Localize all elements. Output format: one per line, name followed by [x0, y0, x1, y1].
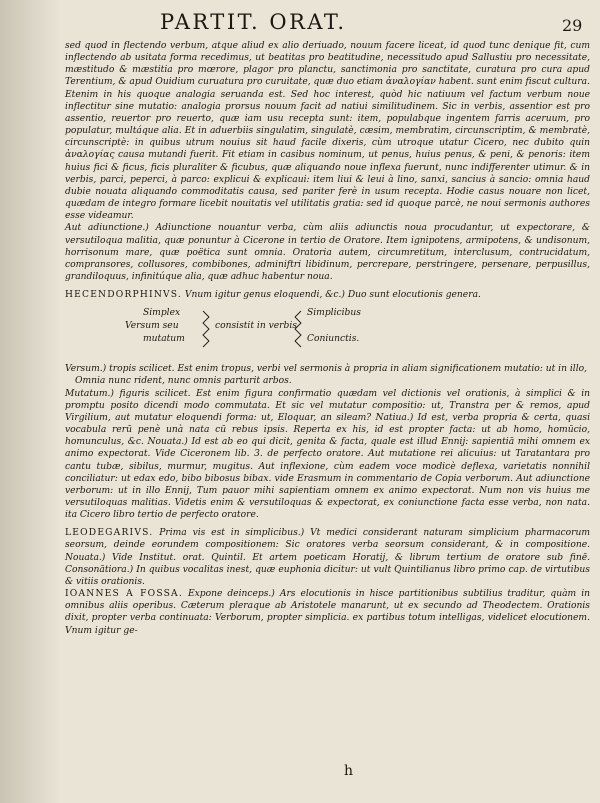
running-head: PARTIT. ORAT.: [160, 10, 347, 34]
commentary-ioannes-a-fossa: [65, 588, 590, 637]
text-body: [65, 40, 590, 637]
diagram-simplicibus: Simplicibus: [307, 308, 361, 319]
commentary-text: Expone deinceps.) Ars elocutionis in hisce partitionibus subtilius traditur, quàm in omnibus aliis operibus. Cæterum pleraque ab Aristotele manarunt, ut ex secundo ad Theodectem. Orationis dixit, propter verba continuata: Verborum, propter simplicia. ex partibus totum intelligas, videlicet elocutionem. Vnum igitur ge-: [65, 589, 590, 636]
paragraph-2: Aut adiunctione.) Adiunctione nouantur verba, cùm aliis adiunctis noua procudantur, ut expectorare, & versutiloqua malitia, quæ ponuntur à Cicerone in tertio de Oratore. Item ignipotens, armipotens, & undisonum, horrisonum mare, quæ poëtica sunt omnia. Oratoria autem, circumretitum, interclusum, contrucidatum, compransores, collusores, combibones, adminiftri libidinum, percrepare, perstringere, persenare, perpusillus, grandiloquus, infinitúque alia, quæ adhuc habentur noua.: [65, 223, 590, 282]
page-number: 29: [562, 16, 583, 35]
paragraph-versum: Versum.) tropis scilicet. Est enim tropus, verbi vel sermonis à propria in aliam significationem mutatio: ut in illo,: [65, 364, 588, 375]
commentary-text: Vnum igitur genus eloquendi, &c.) Duo sunt elocutionis genera.: [184, 290, 481, 301]
commentary-text: Prima vis est in simplicibus.) Vt medici considerant naturam simplicium pharmacorum seorsum, deinde eorundem compositionem: Sic oratores verba seorsum considerant, & in compositione. Nouata.) Vide Institut. orat. Quintil. Et artem poeticam Horatij, & librum tertium de oratore sub finē. Consonātiora.) In quibus vocalitas inest, quæ euphonia dicitur: ut vult Quintilianus libro primo cap. de virtutibus & vitiis orationis.: [65, 528, 591, 587]
speaker-name: IOANNES A FOSSA.: [65, 589, 183, 600]
diagram-simplex: Simplex: [143, 308, 181, 319]
paragraph-mutatum: Mutatum.) figuris scilicet. Est enim figura confirmatio quædam vel dictionis vel orationis, à simplici & in promptu posito dicendi modo commutata. Et sic vel mutatur compositio: ut, Transtra per & remos, apud Virgilium, aut mutatur eloquendi forma: ut, Eloquar, an sileam? Natiua.) Id est, verba propria & certa, quasi vocabula rerū penè unà nata cū rebus ipsis. Reperta ex his, id est propter facta: ut ab homo, homūcio, homunculus, &c. Nouata.) Id est ab eo qui dicit, genita & facta, quale est illud Ennij: sapientiā mihi omnem ex animo expectorat. Vide Ciceronem lib. 3. de perfecto oratore. Aut mutatione rei alicuius: ut Taratantara pro cantu tubæ, sibilus, murmur, mugitus. Aut inflexione, cùm eadem voce modicè deflexa, varietatis nonnihil conciliatur: ut edax edo, bibo bibosus bibax. vide Erasmum in commentario de Copia verborum. Aut adiunctione verborum: ut in illo Ennij, Tum pauor mihi sapientiam omnem ex animo expectorat. Num non vis huius me versutiloquas malitias. Videtis enim & versutiloquas & expectorat, ex coniunctione facta esse verba, non nata. ita Cicero libro tertio de perfecto oratore.: [65, 388, 590, 521]
signature-mark: h: [344, 763, 354, 779]
speaker-name: LEODEGARIVS.: [65, 528, 154, 539]
diagram-center: consistit in verbis: [215, 321, 297, 332]
verse-quote: Omnia nunc rident, nunc omnis parturit arbos.: [75, 376, 292, 387]
paragraph-1: sed quod in flectendo verbum, atque aliud ex alio deriuado, nouum facere liceat, id quod tunc denique fit, cum inflectendo ab usitata forma recedimus, ut beatitas pro beatitudine, necessitudo apud Sallustiu pro necessitate, mæstitudo & mæstitia pro mœrore, plagor pro planctu, sanctimonia pro sanctitate, curatura pro cura apud Terentium, & apud Ouidium curuatura pro curuitate, quæ duo etiam ἀναλογίαν habent. sunt enim fiscut cultura. Etenim in his quoque analogia seruanda est. Sed hoc interest, quòd hic natiuum vel factum verbum noue inflectitur sine mutatio: analogia prorsus nouum facit ad natiui similitudinem. Sic in verbis, assentior est pro assentio, reuertor pro reuerto, quæ iam usu recepta sunt: item, populabque ingentem farris aceruum, pro populatur, multáque alia. Et in aduerbiis singulatim, singulatè, cæsim, membratim, circunscriptim, & membratè, circunscriptè: in quibus utrum nouius sit haud facile dixeris, cùm utroque utatur Cicero, nec dubito quin ἀναλογίας causa mutandi fuerit. Fit etiam in casibus nominum, ut penus, huius penus, & peni, & penoris: item huius fici & ficus, ficis pluraliter & ficubus, quæ aliquando noue inflexa fuerunt, nunc indifferenter utimur. & in verbis, parci, peperci, à parco: explicui & explicaui: item liui & leui à lino, sanxi, sancius à sancio: omnia haud dubie nouata aliquando commoditatis causa, sed pariter ferè in usum recepta. Hodie casus nouare non licet, quædam de integro formare licebit nouitatis vel utilitatis gratia: sed id quoque parcè, ne noui sermonis authores esse videamur.: [65, 41, 590, 222]
diagram-coniunctis: Coniunctis.: [307, 334, 360, 345]
elocution-diagram: [65, 305, 590, 361]
diagram-versum-seu: Versum seu: [125, 321, 179, 332]
diagram-mutatum: mutatum: [143, 334, 185, 345]
commentary-hecendorphinus: [65, 289, 590, 301]
commentary-leodegarius: [65, 527, 590, 588]
speaker-name: HECENDORPHINVS.: [65, 290, 183, 301]
